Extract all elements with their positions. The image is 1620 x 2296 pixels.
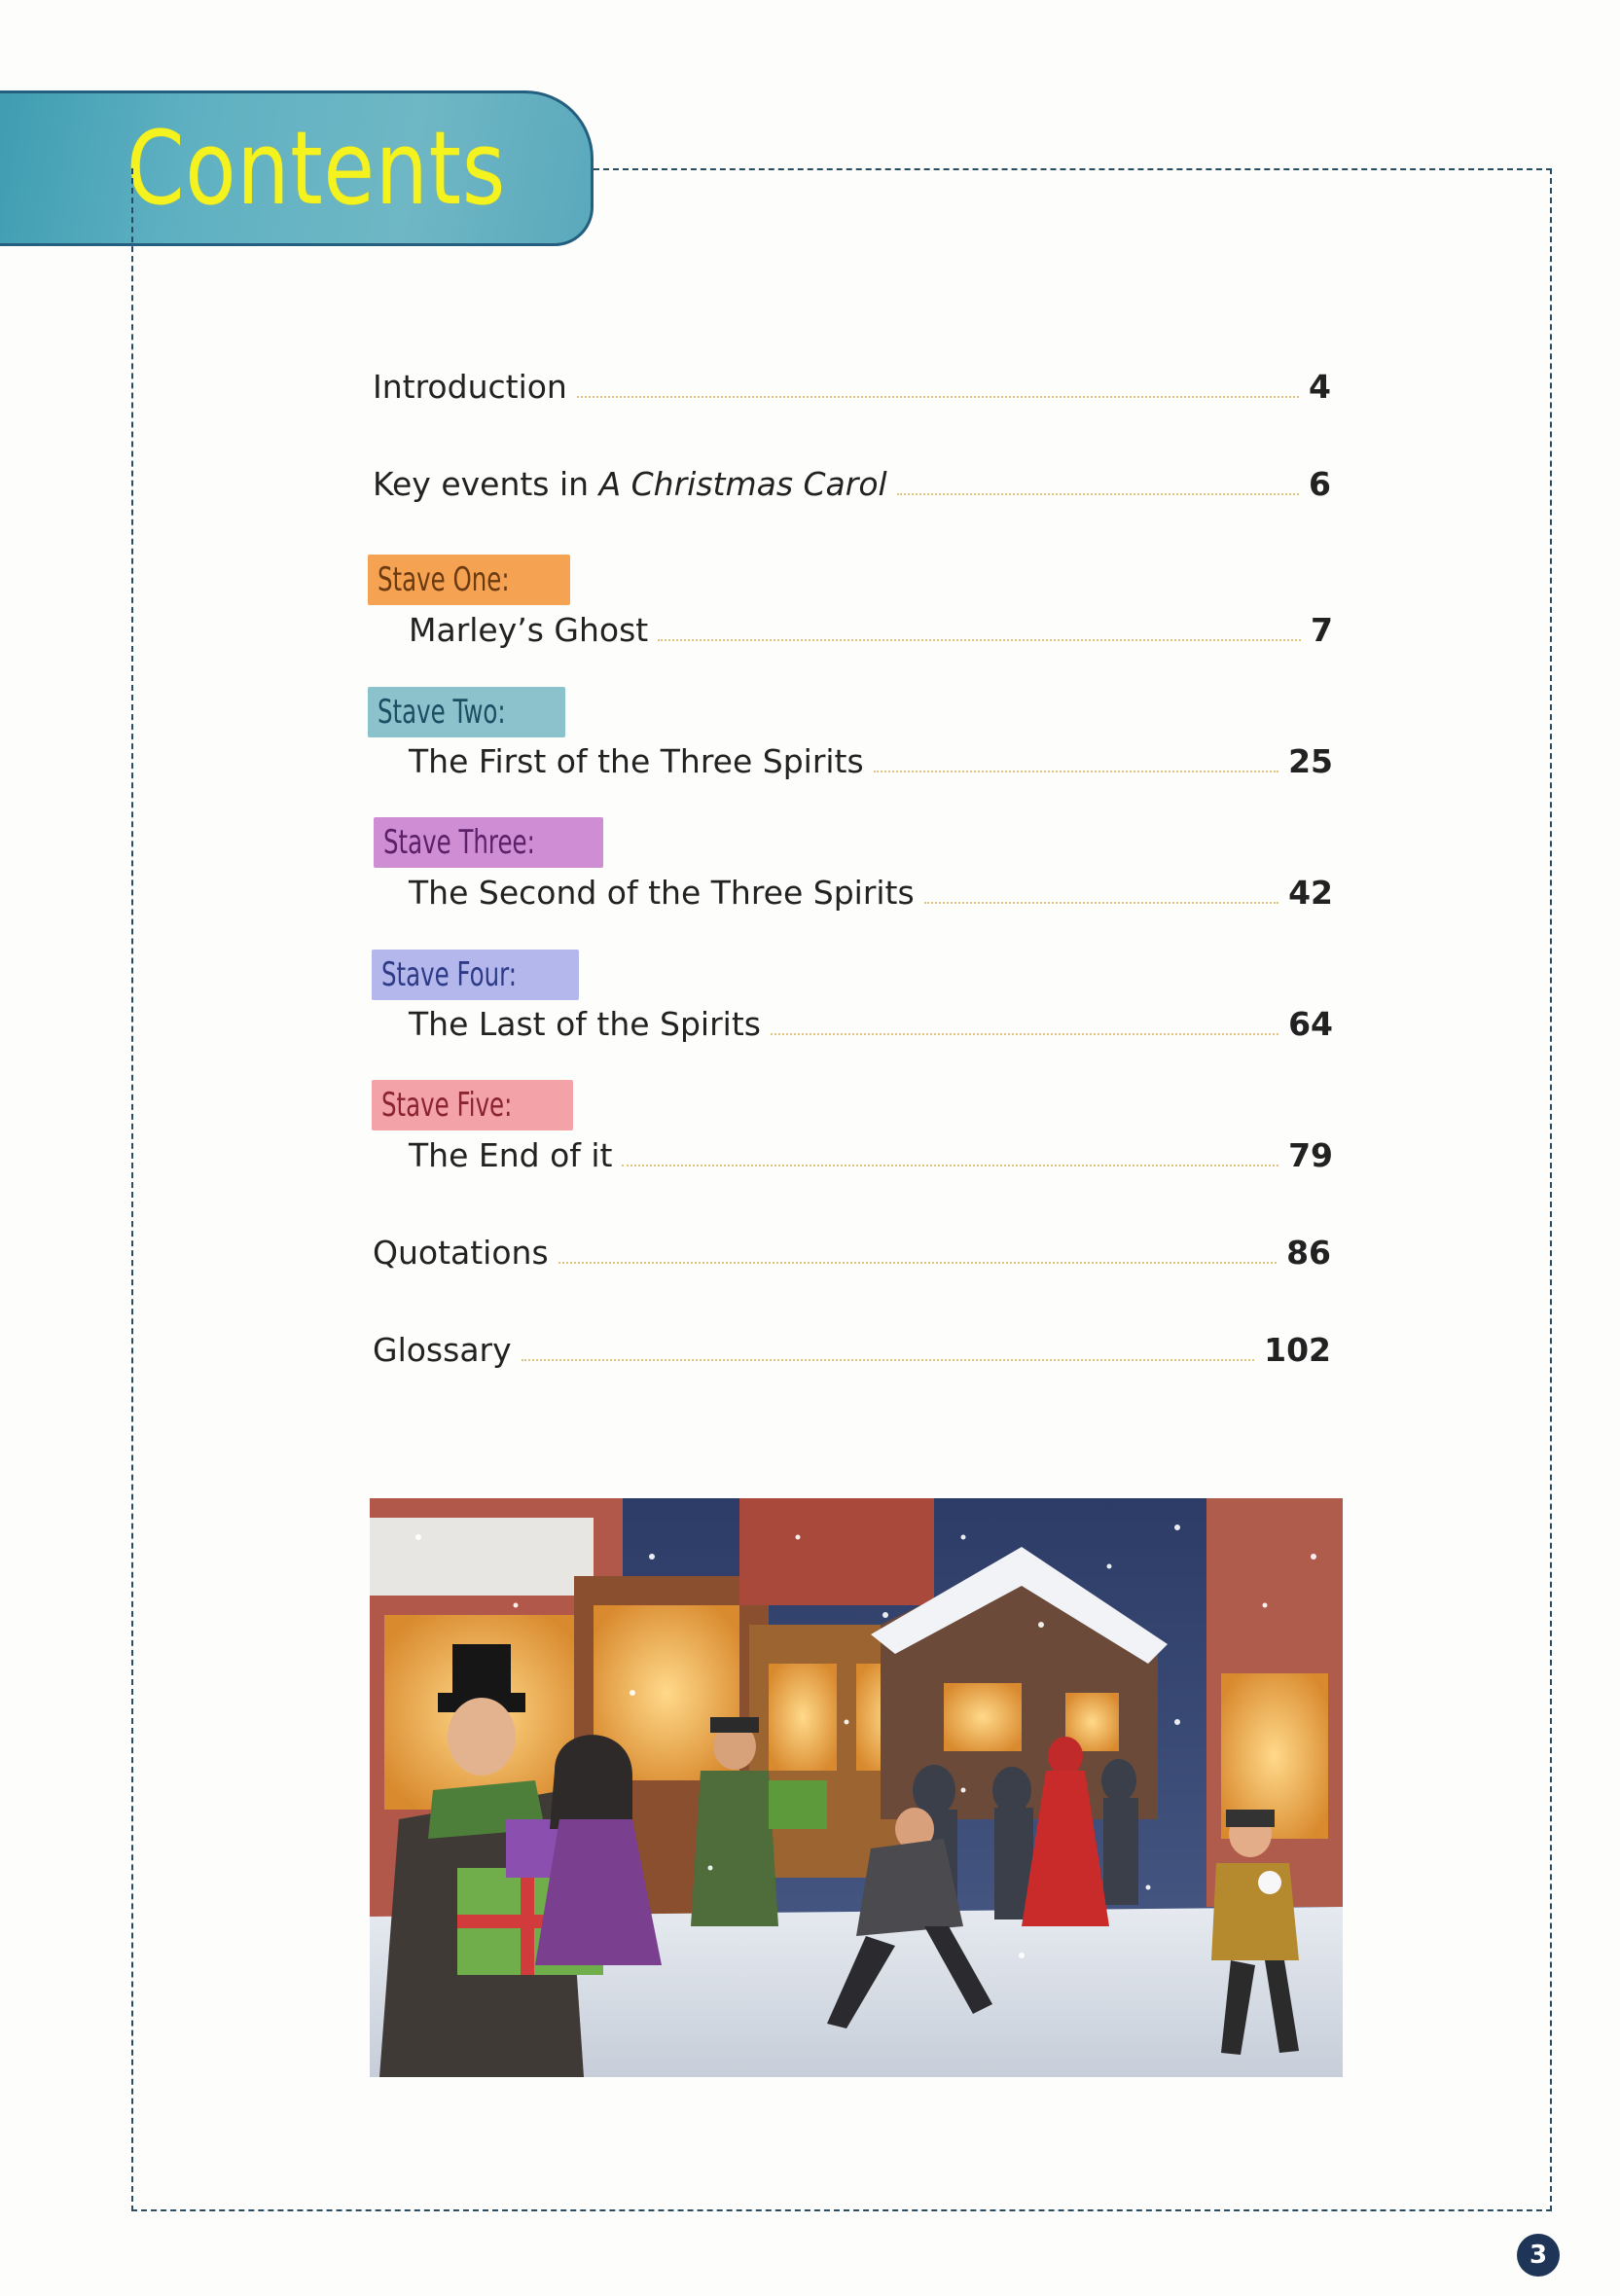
toc-entry-stave-four[interactable] [409, 1005, 1333, 1043]
toc-entry-key-events[interactable] [373, 465, 1331, 503]
dot-leader [558, 1262, 1277, 1264]
toc-entry-stave-one[interactable] [409, 611, 1333, 649]
dot-leader [771, 1033, 1278, 1035]
dashed-frame-top [594, 168, 1552, 170]
dot-leader [874, 771, 1278, 772]
toc-entry-page: 6 [1309, 465, 1331, 503]
toc-entry-stave-two[interactable] [409, 742, 1333, 780]
toc-entry-page: 7 [1311, 611, 1333, 649]
toc-entry-page: 79 [1288, 1136, 1333, 1174]
dot-leader [924, 902, 1278, 904]
victorian-street-scene-illustration [341, 1498, 1348, 2077]
stave-five-tag: Stave Five: [372, 1080, 573, 1130]
dot-leader [522, 1359, 1254, 1361]
stave-four-tag: Stave Four: [372, 950, 579, 1000]
stave-two-tag: Stave Two: [368, 687, 565, 737]
toc-entry-label: The First of the Three Spirits [409, 742, 864, 780]
toc-entry-glossary[interactable] [373, 1331, 1331, 1369]
toc-entry-label: Introduction [373, 368, 567, 406]
toc-entry-label: Marley’s Ghost [409, 611, 649, 649]
toc-entry-label: The Last of the Spirits [409, 1005, 761, 1043]
page-title: Contents [126, 109, 507, 228]
stave-three-tag: Stave Three: [374, 817, 603, 868]
toc-entry-label: Key events in A Christmas Carol [373, 465, 887, 503]
toc-entry-introduction[interactable] [373, 368, 1331, 406]
toc-entry-label: Quotations [373, 1234, 549, 1272]
toc-entry-page: 4 [1309, 368, 1331, 406]
dot-leader [577, 396, 1299, 398]
toc-entry-stave-three[interactable] [409, 874, 1333, 912]
toc-entry-page: 25 [1288, 742, 1333, 780]
page-number-badge: 3 [1517, 2234, 1560, 2277]
dot-leader [897, 493, 1299, 495]
toc-entry-stave-five[interactable] [409, 1136, 1333, 1174]
toc-entry-page: 42 [1288, 874, 1333, 912]
toc-entry-label: The Second of the Three Spirits [409, 874, 915, 912]
toc-entry-page: 102 [1264, 1331, 1331, 1369]
toc-entry-label: The End of it [409, 1136, 613, 1174]
toc-entry-page: 86 [1286, 1234, 1331, 1272]
stave-one-tag: Stave One: [368, 555, 570, 605]
toc-entry-page: 64 [1288, 1005, 1333, 1043]
toc-entry-quotations[interactable] [373, 1234, 1331, 1272]
dot-leader [622, 1165, 1278, 1166]
dot-leader [658, 639, 1301, 641]
toc-entry-label: Glossary [373, 1331, 512, 1369]
